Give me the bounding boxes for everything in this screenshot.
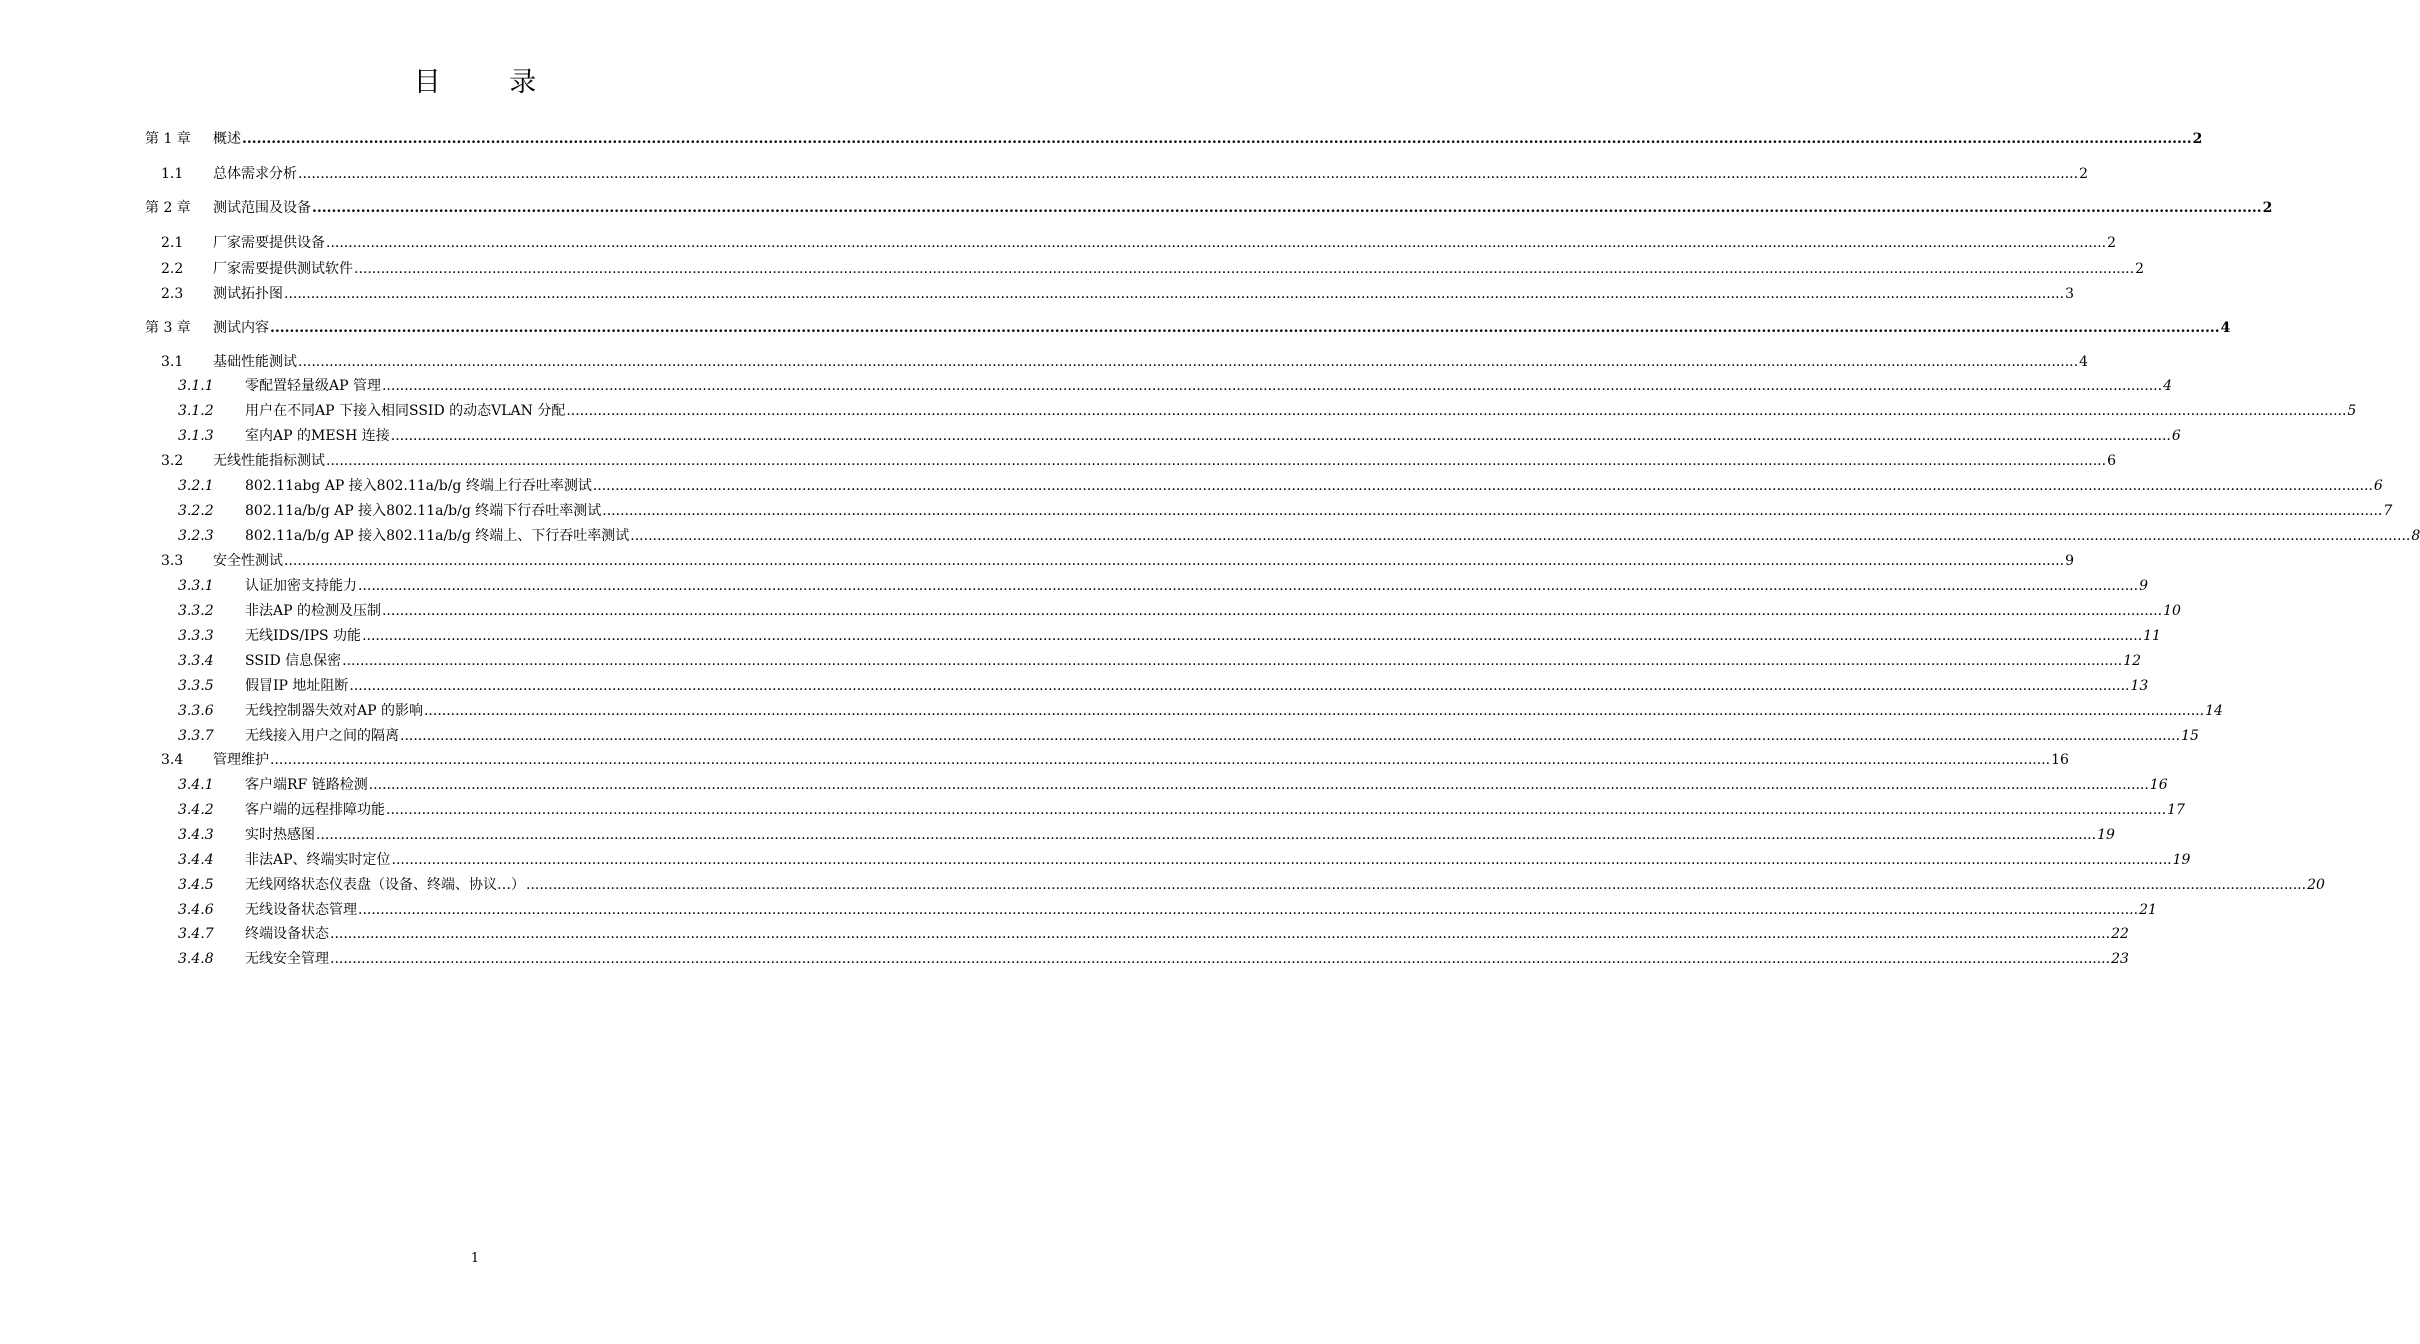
toc-entry-number: 3.4.8 bbox=[178, 951, 214, 967]
toc-entry-page: 20 bbox=[2307, 877, 2325, 893]
toc-entry-title: 测试范围及设备 bbox=[213, 200, 311, 216]
toc-entry-title: 认证加密支持能力 bbox=[245, 578, 357, 594]
toc-leader-dots: ................................................................................................................................................................................................................................................................................................................................................................................................................ bbox=[326, 453, 2107, 469]
toc-entry-page: 2 bbox=[2135, 261, 2144, 277]
toc-entry-number: 3.3 bbox=[161, 553, 184, 569]
toc-entry-title: 安全性测试 bbox=[213, 553, 283, 569]
toc-entry-number: 2.2 bbox=[161, 261, 184, 277]
toc-entry-number: 2.1 bbox=[161, 235, 184, 251]
toc-leader-dots: ................................................................................................................................................................................................................................................................................................................................................................................................................ bbox=[242, 131, 2192, 147]
toc-entry-page: 12 bbox=[2123, 653, 2142, 669]
toc-entry-title: 终端设备状态 bbox=[245, 926, 329, 942]
toc-entry[interactable] bbox=[145, 921, 2129, 943]
toc-leader-dots: ................................................................................................................................................................................................................................................................................................................................................................................................................ bbox=[270, 320, 2220, 336]
toc-entry[interactable] bbox=[145, 772, 2168, 794]
toc-entry-title: 测试拓扑图 bbox=[213, 286, 283, 302]
toc-entry[interactable] bbox=[145, 648, 2142, 670]
toc-entry[interactable] bbox=[145, 797, 2185, 819]
toc-leader-dots: ................................................................................................................................................................................................................................................................................................................................................................................................................ bbox=[298, 166, 2079, 182]
toc-entry-number: 3.2.1 bbox=[178, 478, 214, 494]
toc-entry-page: 4 bbox=[2220, 320, 2231, 336]
toc-entry-title: 概述 bbox=[213, 131, 241, 147]
toc-entry-number: 3.4.3 bbox=[178, 827, 214, 843]
toc-entry[interactable] bbox=[145, 872, 2325, 894]
toc-entry-page: 6 bbox=[2107, 453, 2116, 469]
toc-leader-dots: ................................................................................................................................................................................................................................................................................................................................................................................................................ bbox=[354, 261, 2135, 277]
toc-entry[interactable] bbox=[145, 897, 2157, 919]
toc-entry-page: 23 bbox=[2111, 951, 2129, 967]
toc-leader-dots: ................................................................................................................................................................................................................................................................................................................................................................................................................ bbox=[381, 603, 2163, 619]
toc-entry[interactable] bbox=[145, 230, 2116, 252]
toc-entry-number: 3.1.1 bbox=[178, 378, 214, 394]
toc-leader-dots: ................................................................................................................................................................................................................................................................................................................................................................................................................ bbox=[312, 200, 2262, 216]
toc-leader-dots: ................................................................................................................................................................................................................................................................................................................................................................................................................ bbox=[284, 286, 2065, 302]
toc-entry-number: 3.4.1 bbox=[178, 777, 214, 793]
toc-entry-page: 15 bbox=[2181, 728, 2199, 744]
toc-leader-dots: ................................................................................................................................................................................................................................................................................................................................................................................................................ bbox=[526, 877, 2307, 893]
toc-entry-number: 3.2 bbox=[161, 453, 184, 469]
toc-entry[interactable] bbox=[145, 126, 2203, 148]
toc-entry-page: 8 bbox=[2411, 528, 2420, 544]
toc-entry-page: 2 bbox=[2079, 166, 2088, 182]
toc-leader-dots: ................................................................................................................................................................................................................................................................................................................................................................................................................ bbox=[284, 553, 2065, 569]
toc-entry-title: 基础性能测试 bbox=[213, 354, 297, 370]
toc-entry-number: 2.3 bbox=[161, 286, 184, 302]
page-number: 1 bbox=[470, 1251, 480, 1266]
toc-entry-title: 无线接入用户之间的隔离 bbox=[245, 728, 399, 744]
toc-entry-number: 3.3.3 bbox=[178, 628, 214, 644]
toc-entry-number: 第 2 章 bbox=[145, 200, 191, 216]
toc-leader-dots: ................................................................................................................................................................................................................................................................................................................................................................................................................ bbox=[270, 752, 2051, 768]
toc-entry-page: 10 bbox=[2163, 603, 2181, 619]
toc-entry-title: 无线控制器失效对AP 的影响 bbox=[245, 703, 423, 719]
toc-entry[interactable] bbox=[145, 398, 2357, 420]
toc-entry[interactable] bbox=[145, 195, 2273, 217]
toc-entry-title: 802.11a/b/g AP 接入802.11a/b/g 终端下行吞吐率测试 bbox=[245, 503, 602, 519]
toc-entry-number: 1.1 bbox=[161, 166, 184, 182]
toc-entry[interactable] bbox=[145, 623, 2161, 645]
toc-leader-dots: ................................................................................................................................................................................................................................................................................................................................................................................................................ bbox=[316, 827, 2097, 843]
toc-entry-number: 3.2.3 bbox=[178, 528, 214, 544]
toc-entry-number: 3.3.1 bbox=[178, 578, 214, 594]
toc-entry-page: 6 bbox=[2373, 478, 2383, 494]
toc-entry-number: 3.4 bbox=[161, 752, 184, 768]
toc-entry[interactable] bbox=[145, 946, 2129, 968]
toc-leader-dots: ................................................................................................................................................................................................................................................................................................................................................................................................................ bbox=[358, 902, 2139, 918]
toc-entry-number: 3.2.2 bbox=[178, 503, 214, 519]
toc-entry[interactable] bbox=[145, 448, 2116, 470]
toc-entry[interactable] bbox=[145, 161, 2088, 183]
toc-entry-number: 3.3.2 bbox=[178, 603, 214, 619]
toc-entry-title: 无线IDS/IPS 功能 bbox=[245, 628, 362, 644]
toc-entry-number: 3.4.4 bbox=[178, 852, 214, 868]
toc-entry-number: 第 3 章 bbox=[145, 320, 191, 336]
toc-leader-dots: ................................................................................................................................................................................................................................................................................................................................................................................................................ bbox=[330, 926, 2111, 942]
toc-leader-dots: ................................................................................................................................................................................................................................................................................................................................................................................................................ bbox=[330, 951, 2111, 967]
toc-entry-page: 19 bbox=[2172, 852, 2191, 868]
toc-leader-dots: ................................................................................................................................................................................................................................................................................................................................................................................................................ bbox=[391, 852, 2172, 868]
toc-entry-number: 3.1.3 bbox=[178, 428, 214, 444]
toc-entry-number: 3.1.2 bbox=[178, 403, 214, 419]
toc-entry[interactable] bbox=[145, 523, 2420, 545]
toc-entry-number: 3.3.7 bbox=[178, 728, 214, 744]
toc-leader-dots: ................................................................................................................................................................................................................................................................................................................................................................................................................ bbox=[326, 235, 2107, 251]
toc-leader-dots: ................................................................................................................................................................................................................................................................................................................................................................................................................ bbox=[381, 378, 2163, 394]
toc-leader-dots: ................................................................................................................................................................................................................................................................................................................................................................................................................ bbox=[298, 354, 2079, 370]
toc-entry-page: 6 bbox=[2171, 428, 2181, 444]
toc-entry-page: 5 bbox=[2347, 403, 2357, 419]
toc-entry[interactable] bbox=[145, 698, 2223, 720]
toc-entry-title: 总体需求分析 bbox=[213, 166, 297, 182]
toc-entry-title: SSID 信息保密 bbox=[245, 653, 342, 669]
toc-entry-title: 假冒IP 地址阻断 bbox=[245, 678, 349, 694]
toc-entry-page: 4 bbox=[2079, 354, 2088, 370]
toc-entry-page: 3 bbox=[2065, 286, 2074, 302]
toc-entry-page: 2 bbox=[2192, 131, 2203, 147]
toc-entry[interactable] bbox=[145, 315, 2231, 337]
toc-entry-title: 用户在不同AP 下接入相同SSID 的动态VLAN 分配 bbox=[245, 403, 566, 419]
toc-entry-page: 11 bbox=[2143, 628, 2161, 644]
toc-title: 目 录 bbox=[413, 67, 567, 98]
toc-entry-title: 无线网络状态仪表盘（设备、终端、协议…） bbox=[245, 877, 525, 893]
toc-entry-number: 3.3.6 bbox=[178, 703, 214, 719]
toc-leader-dots: ................................................................................................................................................................................................................................................................................................................................................................................................................ bbox=[386, 802, 2167, 818]
toc-entry-page: 17 bbox=[2167, 802, 2185, 818]
toc-entry-number: 3.4.2 bbox=[178, 802, 214, 818]
toc-leader-dots: ................................................................................................................................................................................................................................................................................................................................................................................................................ bbox=[362, 628, 2143, 644]
toc-leader-dots: ................................................................................................................................................................................................................................................................................................................................................................................................................ bbox=[342, 653, 2123, 669]
toc-entry-page: 14 bbox=[2205, 703, 2223, 719]
toc-entry-title: 测试内容 bbox=[213, 320, 269, 336]
toc-entry-title: 厂家需要提供测试软件 bbox=[213, 261, 353, 277]
toc-entry[interactable] bbox=[145, 373, 2172, 395]
toc-entry-title: 客户端RF 链路检测 bbox=[245, 777, 368, 793]
toc-entry-title: 管理维护 bbox=[213, 752, 269, 768]
toc-entry-page: 7 bbox=[2383, 503, 2393, 519]
toc-entry[interactable] bbox=[145, 281, 2074, 303]
toc-entry[interactable] bbox=[145, 256, 2144, 278]
toc-entry[interactable] bbox=[145, 822, 2115, 844]
toc-entry-title: 零配置轻量级AP 管理 bbox=[245, 378, 381, 394]
toc-entry-number: 3.4.5 bbox=[178, 877, 214, 893]
toc-entry-title: 实时热感图 bbox=[245, 827, 315, 843]
toc-leader-dots: ................................................................................................................................................................................................................................................................................................................................................................................................................ bbox=[368, 777, 2149, 793]
toc-entry-number: 第 1 章 bbox=[145, 131, 191, 147]
toc-entry-page: 2 bbox=[2262, 200, 2273, 216]
toc-entry-title: 无线性能指标测试 bbox=[213, 453, 325, 469]
toc-entry-title: 802.11abg AP 接入802.11a/b/g 终端上行吞吐率测试 bbox=[245, 478, 592, 494]
toc-entry[interactable] bbox=[145, 548, 2074, 570]
toc-entry-number: 3.3.4 bbox=[178, 653, 214, 669]
toc-entry-number: 3.4.6 bbox=[178, 902, 214, 918]
toc-entry-page: 2 bbox=[2107, 235, 2116, 251]
toc-entry-title: 非法AP、终端实时定位 bbox=[245, 852, 391, 868]
toc-entry[interactable] bbox=[145, 673, 2149, 695]
toc-leader-dots: ................................................................................................................................................................................................................................................................................................................................................................................................................ bbox=[423, 703, 2205, 719]
toc-entry-title: 无线安全管理 bbox=[245, 951, 329, 967]
toc-entry-title: 厂家需要提供设备 bbox=[213, 235, 325, 251]
toc-entry-page: 16 bbox=[2149, 777, 2168, 793]
toc-entry[interactable] bbox=[145, 473, 2383, 495]
toc-entry-title: 客户端的远程排障功能 bbox=[245, 802, 385, 818]
toc-entry-title: 非法AP 的检测及压制 bbox=[245, 603, 381, 619]
toc-entry-page: 9 bbox=[2139, 578, 2148, 594]
toc-leader-dots: ................................................................................................................................................................................................................................................................................................................................................................................................................ bbox=[630, 528, 2411, 544]
toc-entry-page: 4 bbox=[2163, 378, 2172, 394]
toc-entry-number: 3.3.5 bbox=[178, 678, 214, 694]
toc-entry-page: 22 bbox=[2111, 926, 2129, 942]
toc-leader-dots: ................................................................................................................................................................................................................................................................................................................................................................................................................ bbox=[349, 678, 2130, 694]
toc-leader-dots: ................................................................................................................................................................................................................................................................................................................................................................................................................ bbox=[566, 403, 2347, 419]
toc-entry-number: 3.4.7 bbox=[178, 926, 214, 942]
toc-entry[interactable] bbox=[145, 723, 2199, 745]
toc-leader-dots: ................................................................................................................................................................................................................................................................................................................................................................................................................ bbox=[358, 578, 2139, 594]
toc-entry-page: 21 bbox=[2139, 902, 2157, 918]
toc-leader-dots: ................................................................................................................................................................................................................................................................................................................................................................................................................ bbox=[592, 478, 2373, 494]
toc-leader-dots: ................................................................................................................................................................................................................................................................................................................................................................................................................ bbox=[400, 728, 2181, 744]
toc-leader-dots: ................................................................................................................................................................................................................................................................................................................................................................................................................ bbox=[390, 428, 2171, 444]
toc-entry-title: 无线设备状态管理 bbox=[245, 902, 357, 918]
toc-entry[interactable] bbox=[145, 349, 2088, 371]
toc-entry-title: 室内AP 的MESH 连接 bbox=[245, 428, 390, 444]
toc-entry[interactable] bbox=[145, 598, 2181, 620]
toc-entry-number: 3.1 bbox=[161, 354, 184, 370]
toc-entry[interactable] bbox=[145, 847, 2191, 869]
toc-entry-page: 13 bbox=[2130, 678, 2149, 694]
toc-entry-page: 16 bbox=[2051, 752, 2069, 768]
toc-entry-page: 9 bbox=[2065, 553, 2074, 569]
toc-entry-page: 19 bbox=[2097, 827, 2115, 843]
toc-entry[interactable] bbox=[145, 423, 2181, 445]
toc-entry[interactable] bbox=[145, 573, 2148, 595]
toc-entry[interactable] bbox=[145, 498, 2393, 520]
toc-leader-dots: ................................................................................................................................................................................................................................................................................................................................................................................................................ bbox=[602, 503, 2383, 519]
toc-entry[interactable] bbox=[145, 747, 2069, 769]
toc-entry-title: 802.11a/b/g AP 接入802.11a/b/g 终端上、下行吞吐率测试 bbox=[245, 528, 630, 544]
